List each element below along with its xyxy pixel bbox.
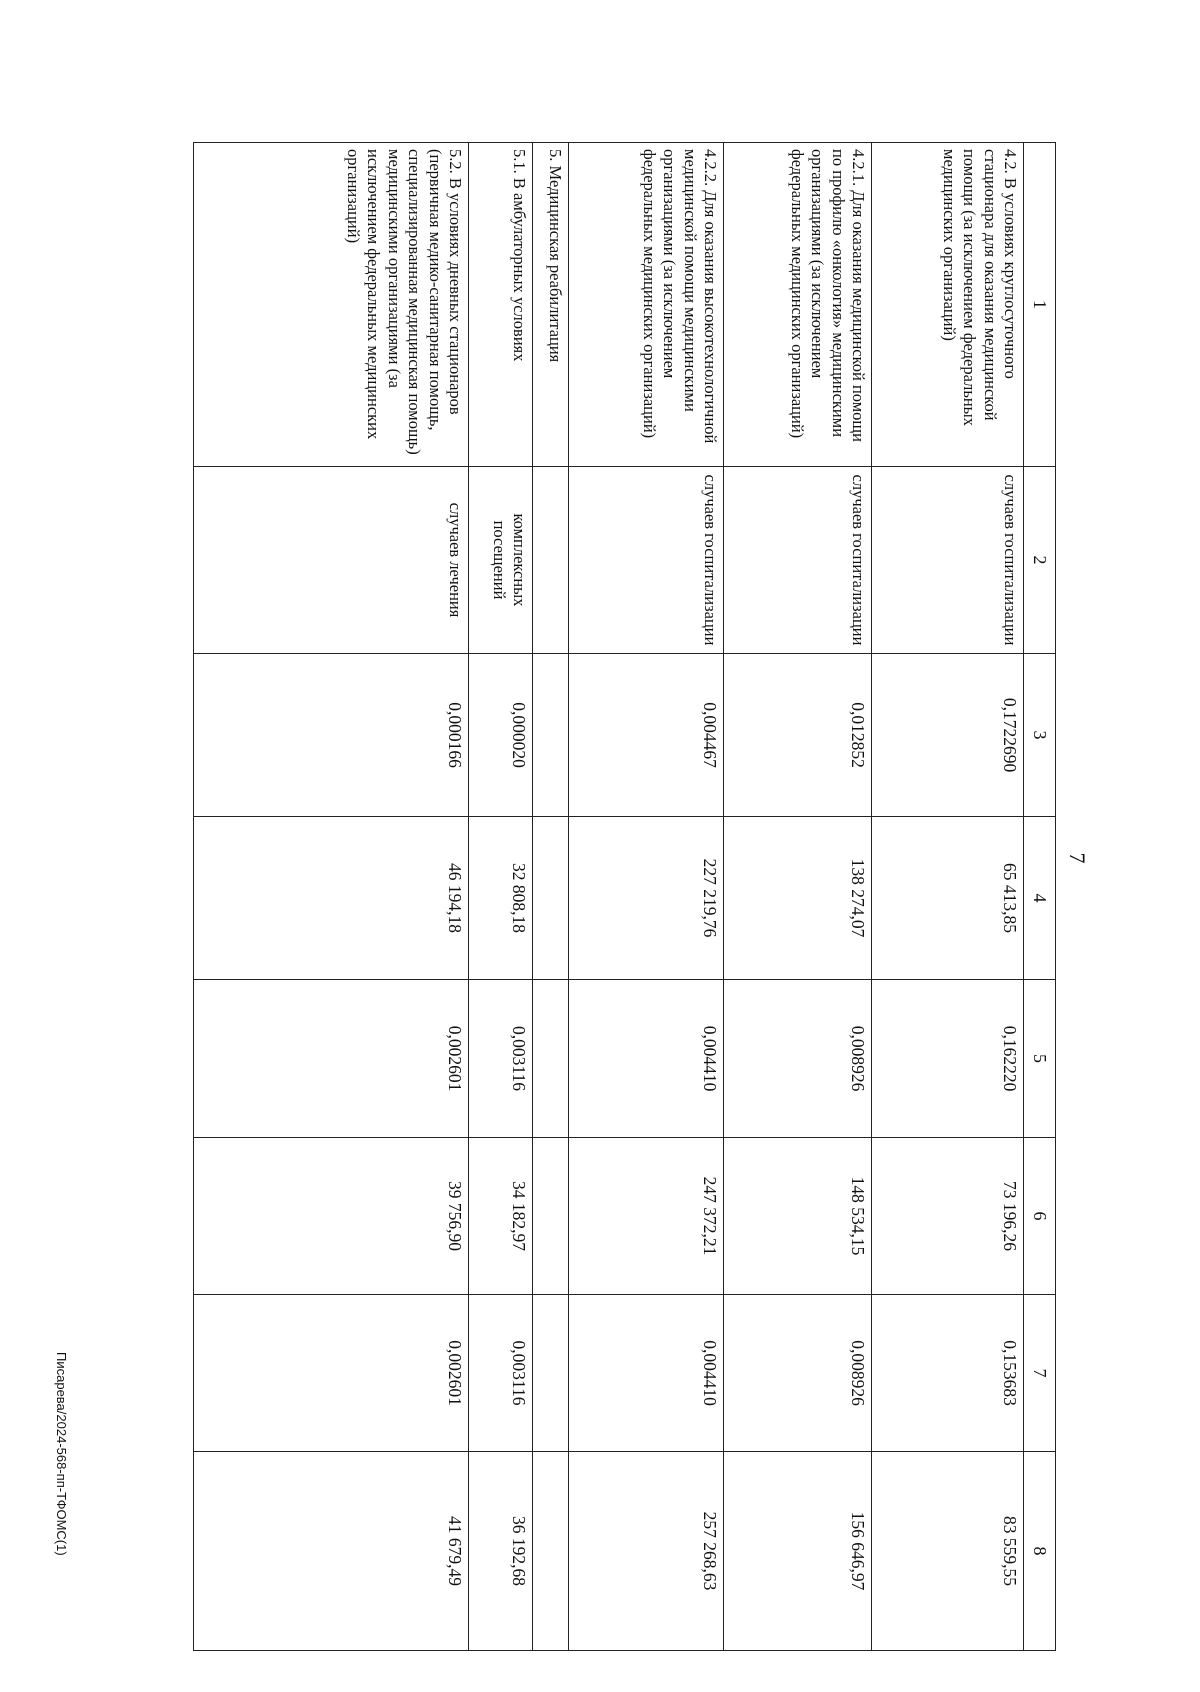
value-cell xyxy=(533,817,569,980)
value-cell: 0,008926 xyxy=(724,980,872,1138)
value-cell: 0,004467 xyxy=(569,654,724,817)
value-cell: 32 808,18 xyxy=(469,817,533,980)
table-header-row xyxy=(1024,143,1056,1651)
value-cell: 0,000166 xyxy=(194,654,469,817)
header-cell: 8 xyxy=(1024,1452,1056,1651)
table-row xyxy=(569,143,724,1651)
value-cell: 247 372,21 xyxy=(569,1138,724,1295)
data-table xyxy=(193,142,1056,1651)
row-name-cell: 5.2. В условиях дневных стационаров (первичная медико-санитарная помощь, специализированная медицинская помощь) медицинскими организациями (за исключением федеральных медицинских организаций) xyxy=(194,143,469,467)
unit-cell: случаев госпитализации xyxy=(569,467,724,654)
unit-cell: случаев лечения xyxy=(194,467,469,654)
document-footer: Писарева/2024-568-пп-ТФОМС(1) xyxy=(54,1352,69,1556)
row-name-cell: 5.1. В амбулаторных условиях xyxy=(469,143,533,467)
value-cell: 0,162220 xyxy=(872,980,1024,1138)
value-cell: 46 194,18 xyxy=(194,817,469,980)
value-cell xyxy=(533,654,569,817)
value-cell: 148 534,15 xyxy=(724,1138,872,1295)
value-cell: 0,012852 xyxy=(724,654,872,817)
value-cell: 73 196,26 xyxy=(872,1138,1024,1295)
value-cell xyxy=(533,1452,569,1651)
value-cell: 138 274,07 xyxy=(724,817,872,980)
data-table-container xyxy=(194,142,1056,1650)
row-name-cell: 5. Медицинская реабилитация xyxy=(533,143,569,467)
row-name-cell: 4.2.2. Для оказания высокотехнологичной медицинской помощи медицинскими организациями (за исключением федеральных медицинских организаций) xyxy=(569,143,724,467)
table-row xyxy=(194,143,469,1651)
unit-cell: комплексных посещений xyxy=(469,467,533,654)
value-cell: 257 268,63 xyxy=(569,1452,724,1651)
value-cell: 41 679,49 xyxy=(194,1452,469,1651)
header-cell: 4 xyxy=(1024,817,1056,980)
value-cell: 0,1722690 xyxy=(872,654,1024,817)
value-cell xyxy=(533,1138,569,1295)
value-cell xyxy=(533,1295,569,1452)
value-cell: 36 192,68 xyxy=(469,1452,533,1651)
table-row xyxy=(533,143,569,1651)
value-cell: 0,008926 xyxy=(724,1295,872,1452)
unit-cell xyxy=(533,467,569,654)
value-cell: 227 219,76 xyxy=(569,817,724,980)
value-cell xyxy=(533,980,569,1138)
unit-cell: случаев госпитализации xyxy=(872,467,1024,654)
table-row xyxy=(724,143,872,1651)
value-cell: 0,003116 xyxy=(469,980,533,1138)
header-cell: 5 xyxy=(1024,980,1056,1138)
value-cell: 83 559,55 xyxy=(872,1452,1024,1651)
value-cell: 65 413,85 xyxy=(872,817,1024,980)
value-cell: 39 756,90 xyxy=(194,1138,469,1295)
table-row xyxy=(872,143,1024,1651)
value-cell: 0,003116 xyxy=(469,1295,533,1452)
header-cell: 3 xyxy=(1024,654,1056,817)
header-cell: 7 xyxy=(1024,1295,1056,1452)
row-name-cell: 4.2.1. Для оказания медицинской помощи по профилю «онкология» медицинскими организациями (за исключением федеральных медицинских организаций) xyxy=(724,143,872,467)
value-cell: 34 182,97 xyxy=(469,1138,533,1295)
row-name-cell: 4.2. В условиях круглосуточного стационара для оказания медицинской помощи (за исключением федеральных медицинских организаций) xyxy=(872,143,1024,467)
value-cell: 0,000020 xyxy=(469,654,533,817)
value-cell: 0,004410 xyxy=(569,980,724,1138)
table-row xyxy=(469,143,533,1651)
header-cell: 6 xyxy=(1024,1138,1056,1295)
header-cell: 2 xyxy=(1024,467,1056,654)
page-number: 7 xyxy=(1065,852,1090,864)
value-cell: 156 646,97 xyxy=(724,1452,872,1651)
value-cell: 0,002601 xyxy=(194,1295,469,1452)
header-cell: 1 xyxy=(1024,143,1056,467)
value-cell: 0,004410 xyxy=(569,1295,724,1452)
value-cell: 0,153683 xyxy=(872,1295,1024,1452)
unit-cell: случаев госпитализации xyxy=(724,467,872,654)
value-cell: 0,002601 xyxy=(194,980,469,1138)
